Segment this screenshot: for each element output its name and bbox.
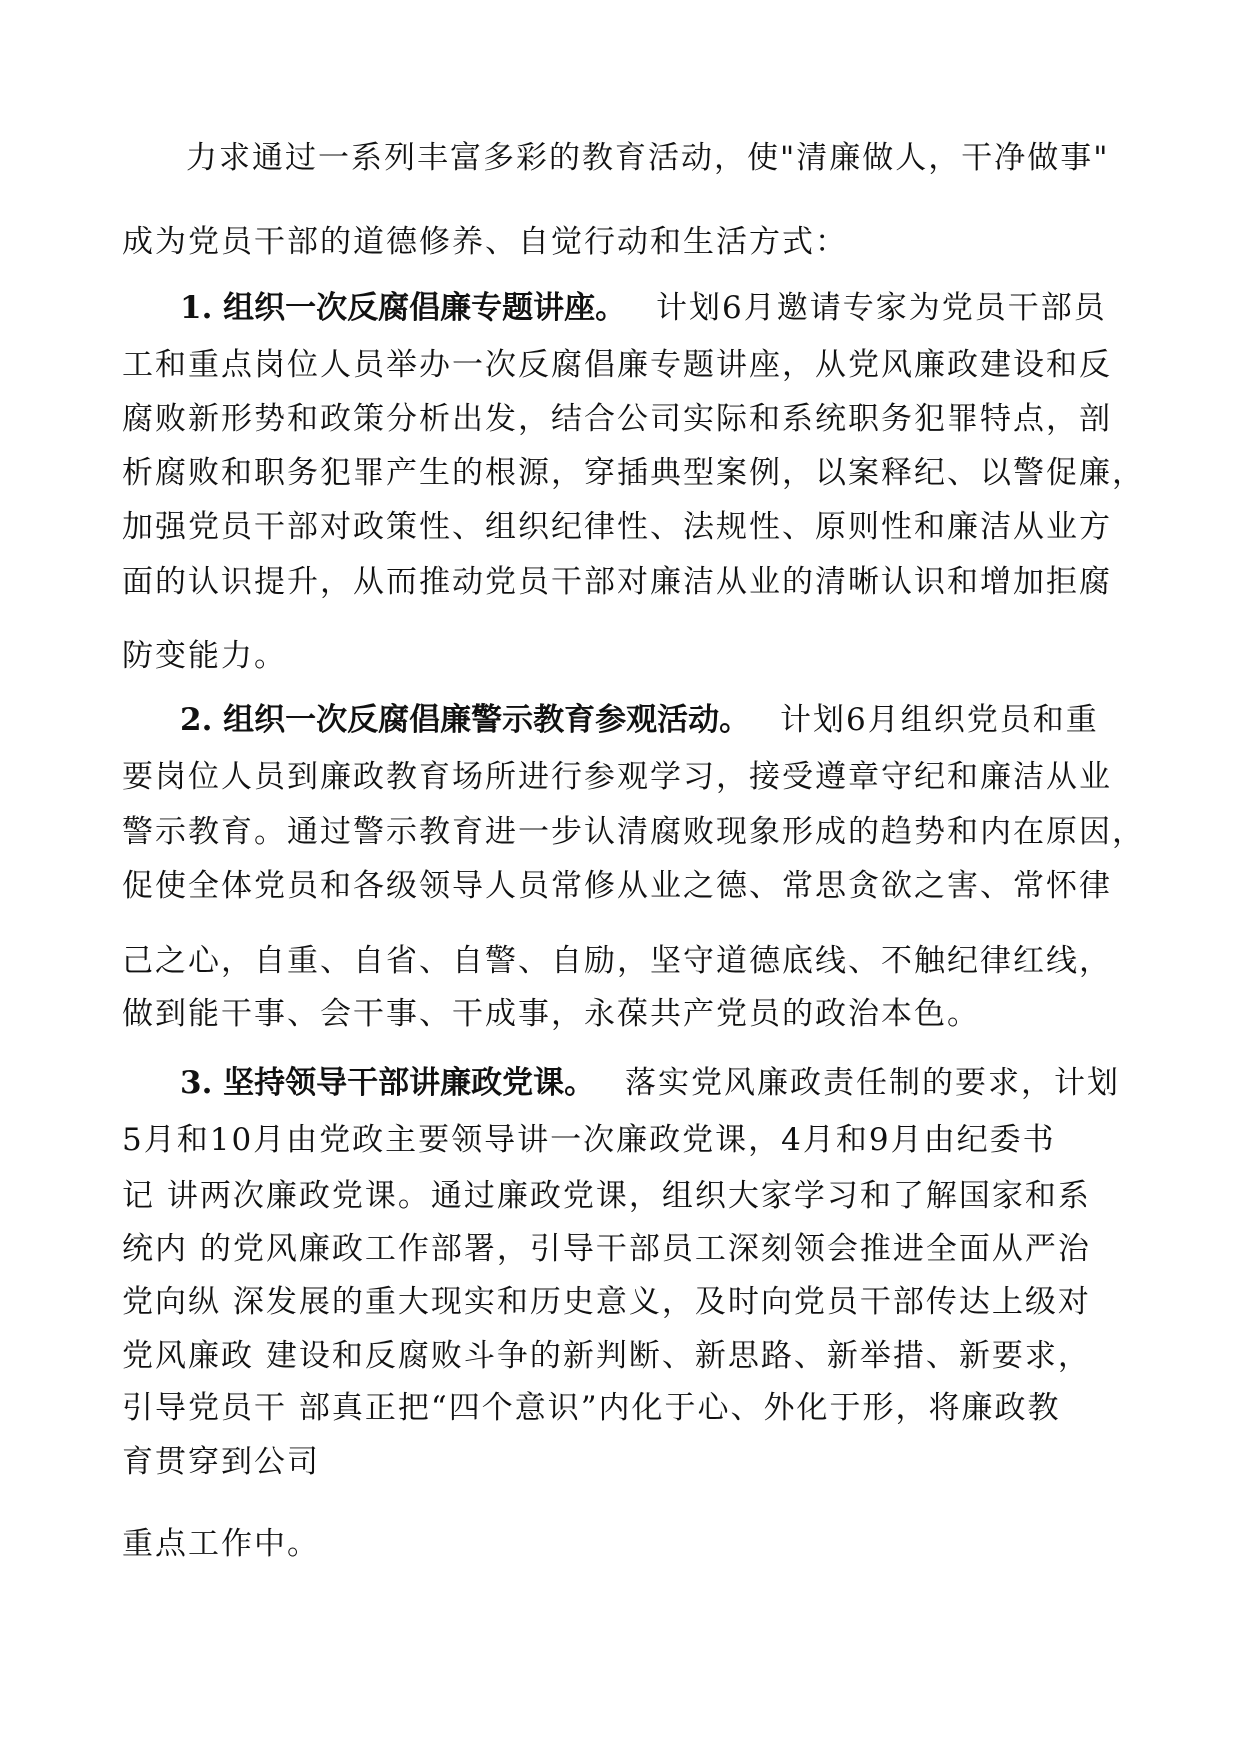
item-3-line: 重点工作中。 (122, 1526, 320, 1562)
item-2-line: 做到能干事、会干事、干成事，永葆共产党员的政治本色。 (122, 996, 980, 1032)
item-3-line: 党风廉政 建设和反腐败斗争的新判断、新思路、新举措、新要求， (122, 1338, 1091, 1374)
item-1-first-line (180, 288, 1107, 328)
item-1-line: 析腐败和职务犯罪产生的根源，穿插典型案例，以案释纪、以警促廉， (122, 455, 1145, 491)
item-3-line: 党向纵 深发展的重大现实和历史意义，及时向党员干部传达上级对 (122, 1284, 1091, 1320)
intro-line: 成为党员干部的道德修养、自觉行动和生活方式： (122, 224, 848, 260)
item-3-line: 统内 的党风廉政工作部署，引导干部员工深刻领会推进全面从严治 (122, 1231, 1091, 1267)
item-2-line: 要岗位人员到廉政教育场所进行参观学习，接受遵章守纪和廉洁从业 (122, 759, 1112, 795)
item-3-first-line (180, 1063, 1120, 1103)
item-3-text: 落实党风廉政责任制的要求，计划 (625, 1065, 1121, 1101)
item-1-line: 加强党员干部对政策性、组织纪律性、法规性、原则性和廉洁从业方 (122, 509, 1112, 545)
item-2-line: 促使全体党员和各级领导人员常修从业之德、常思贪欲之害、常怀律 (122, 868, 1112, 904)
item-1-line: 面的认识提升，从而推动党员干部对廉洁从业的清晰认识和增加拒腐 (122, 564, 1112, 600)
item-2-text: 计划6月组织党员和重 (780, 702, 1099, 738)
intro-line: 力求通过一系列丰富多彩的教育活动，使"清廉做人，干净做事" (186, 140, 1110, 176)
item-3-line: 育贯穿到公司 (122, 1444, 320, 1480)
item-3-line: 5月和10月由党政主要领导讲一次廉政党课，4月和9月由纪委书 (122, 1122, 1056, 1158)
item-1-line: 腐败新形势和政策分析出发，结合公司实际和系统职务犯罪特点，剖 (122, 401, 1112, 437)
item-1-line: 防变能力。 (122, 638, 287, 674)
item-2-line: 警示教育。通过警示教育进一步认清腐败现象形成的趋势和内在原因， (122, 814, 1145, 850)
item-2-line: 己之心，自重、自省、自警、自励，坚守道德底线、不触纪律红线， (122, 943, 1112, 979)
item-1-line: 工和重点岗位人员举办一次反腐倡廉专题讲座，从党风廉政建设和反 (122, 347, 1112, 383)
item-1-heading: 1. 组织一次反腐倡廉专题讲座。 (180, 290, 627, 326)
item-2-heading: 2. 组织一次反腐倡廉警示教育参观活动。 (180, 702, 751, 738)
item-3-line: 记 讲两次廉政党课。通过廉政党课，组织大家学习和了解国家和系 (122, 1178, 1091, 1214)
item-2-first-line (180, 700, 1099, 740)
item-3-line: 引导党员干 部真正把“四个意识”内化于心、外化于形，将廉政教 (122, 1390, 1061, 1426)
item-1-text: 计划6月邀请专家为党员干部员 (656, 290, 1107, 326)
item-3-heading: 3. 坚持领导干部讲廉政党课。 (180, 1065, 596, 1101)
